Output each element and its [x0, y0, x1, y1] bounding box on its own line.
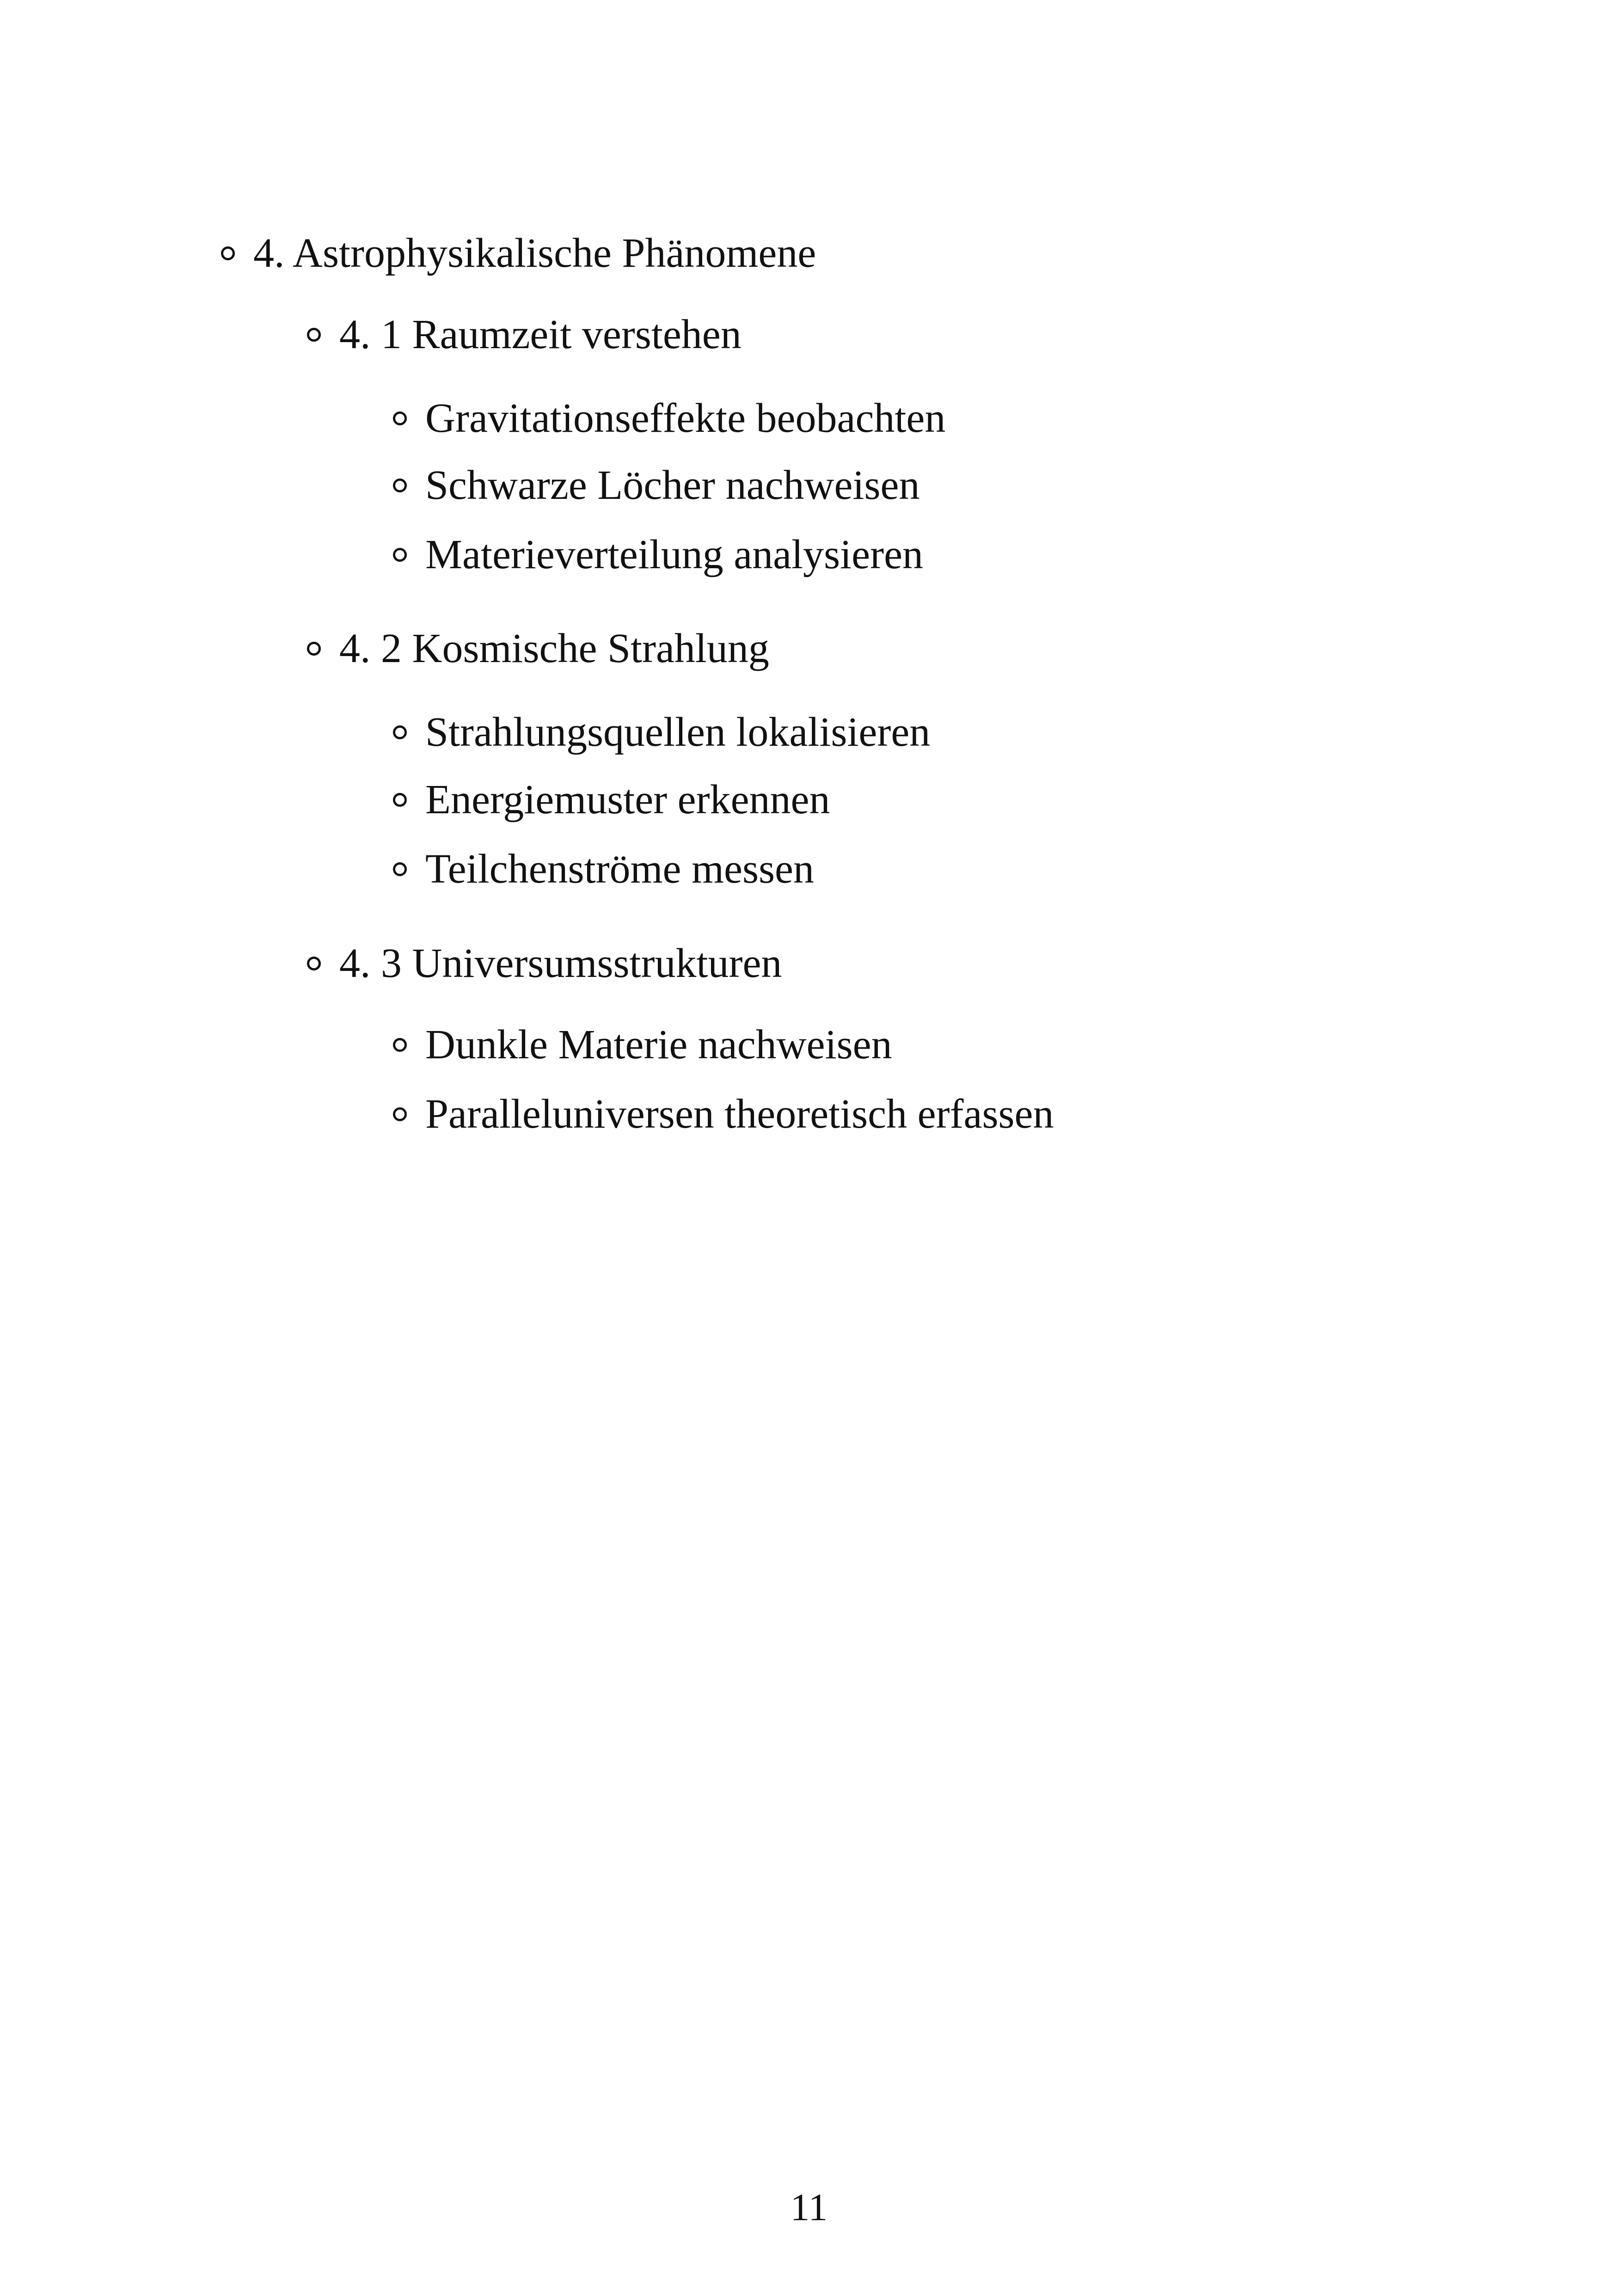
list-item	[393, 529, 923, 580]
hollow-bullet-icon	[393, 862, 407, 876]
section-heading-label: 4. Astrophysikalische Phänomene	[253, 230, 816, 276]
list-item	[393, 707, 930, 758]
list-item	[393, 1089, 1054, 1140]
subsection-heading	[307, 623, 769, 674]
list-item-label: Strahlungsquellen lokalisieren	[425, 709, 931, 755]
hollow-bullet-icon	[393, 1038, 407, 1052]
list-item-label: Paralleluniversen theoretisch erfassen	[425, 1091, 1054, 1137]
hollow-bullet-icon	[393, 793, 407, 807]
list-item	[393, 774, 830, 825]
list-item-label: Dunkle Materie nachweisen	[425, 1022, 892, 1068]
list-item-label: Energiemuster erkennen	[425, 777, 830, 823]
hollow-bullet-icon	[393, 548, 407, 562]
hollow-bullet-icon	[221, 246, 235, 260]
list-item	[393, 393, 945, 444]
list-item-label: Materieverteilung analysieren	[425, 532, 924, 577]
subsection-heading-label: 4. 1 Raumzeit verstehen	[339, 312, 742, 357]
hollow-bullet-icon	[307, 328, 321, 342]
list-item-label: Gravitationseffekte beobachten	[425, 395, 946, 441]
hollow-bullet-icon	[393, 479, 407, 492]
hollow-bullet-icon	[307, 642, 321, 656]
subsection-heading-label: 4. 3 Universumsstrukturen	[339, 940, 782, 986]
subsection-heading-label: 4. 2 Kosmische Strahlung	[339, 626, 769, 671]
hollow-bullet-icon	[307, 957, 321, 970]
section-heading	[221, 228, 816, 279]
hollow-bullet-icon	[393, 411, 407, 425]
subsection-heading	[307, 309, 742, 360]
list-item-label: Teilchenströme messen	[425, 846, 814, 892]
list-item	[393, 460, 919, 511]
hollow-bullet-icon	[393, 725, 407, 739]
subsection-heading	[307, 938, 782, 989]
list-item	[393, 1019, 892, 1070]
list-item-label: Schwarze Löcher nachweisen	[425, 462, 920, 508]
list-item	[393, 844, 814, 895]
page-number: 11	[790, 2186, 828, 2229]
hollow-bullet-icon	[393, 1107, 407, 1121]
